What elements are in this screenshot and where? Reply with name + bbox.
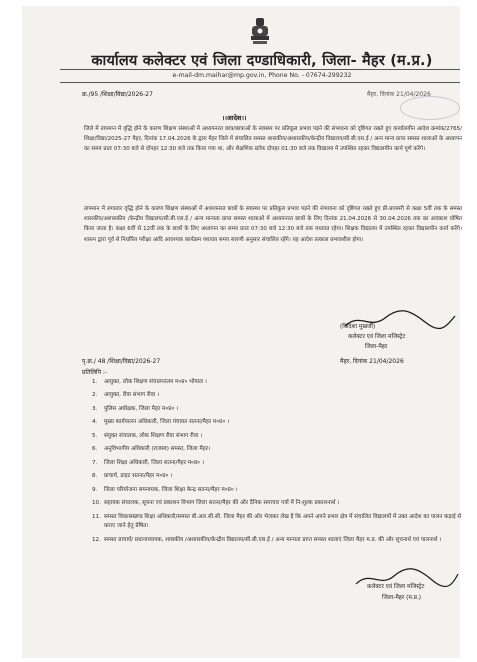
endorsement-date: मैहर, दिनांक 21/04/2026: [340, 358, 404, 365]
list-item: 3. पुलिस अधीक्षक, जिला मैहर म०प्र० ।: [92, 405, 179, 412]
list-item: 7. जिला शिक्षा अधिकारी, जिला सतना/मैहर म०प्र० ।: [92, 459, 204, 466]
state-emblem-icon: [247, 16, 273, 48]
signatory-title: कलेक्टर एवं जिला मजिस्ट्रेट: [348, 334, 406, 340]
list-item: 5. संयुक्त संचालक, लोक शिक्षण रीवा संभाग रीवा ।: [92, 432, 203, 439]
list-item: 11. समस्त विकासखण्ड शिक्षा अधिकारी/समस्त बी.आर.सी.सी. जिला मैहर की ओर भेजकर लेख है कि अपने अपने प्रभार क्षेत्र में संचालित विद्यालयों में उक्त आदेश का पालन कड़ाई से कराए जाने हेतु प्रेषित।: [92, 513, 462, 530]
order-reference-number: क्र./95 /शिक्षा/विद्या/2026-27: [82, 91, 153, 98]
contact-divider: [60, 82, 460, 83]
document-page: [22, 6, 460, 658]
order-heading: ।।आदेश।।: [222, 114, 247, 122]
list-item: 8. प्राचार्य, डाइट सतना/मैहर म०प्र० ।: [92, 473, 173, 480]
list-item: 4. मुख्य कार्यपालन अधिकारी, जिला पंचायत सतना/मैहर म०प्र० ।: [92, 419, 230, 426]
list-item: 2. आयुक्त, रीवा संभाग रीवा ।: [92, 392, 160, 399]
list-item: 1. आयुक्त, लोक शिक्षण संचालनालय म०प्र० भोपाल ।: [92, 379, 207, 385]
copy-to-label: प्रतिलिपि :-: [82, 369, 108, 376]
office-contact: e-mail-dm.maihar@mp.gov.in, Phone No. - 07674-299232: [172, 72, 352, 79]
order-paragraph-1: जिले में तापमान में वृद्धि होने के कारण शिक्षण संस्थाओं में अध्ययनरत छात्र/छात्राओं के स्वास्थ्य पर प्रतिकूल प्रभाव पड़ने की संभावना को दृष्टिगत रखते हुए कार्यालयीन आदेश क्रमांक/2765/शिक्षा/विद्या/2025-27 मैहर, दिनांक 17.04.2026 के द्वारा मैहर जिले में संचालित समस्त शासकीय/अशासकीय/केन्द्रीय विद्यालय/सी.बी.एस.ई / अन्य मान्य प्राप्त समस्त शालाओं के अध्यापन का समय प्रातः 07:30 बजे से दोपहर 12:30 बजे तक किया गया था, और शैक्षणिक स्टॉफ दोपहर 01:30 बजे तक विद्यालय में उपस्थित रहकर विद्यालयीन कार्य पूर्ण करेंगे।: [84, 126, 462, 153]
list-item: 12. समस्त प्राचार्य/ प्रधानाध्यापक, शासकीय /अशासकीय/केन्द्रीय विद्यालय/सी.बी.एस.ई / अन्य मान्यता प्राप्त समस्त शालाएं जिला मैहर म.प्र. की ओर सूचनार्थ एवं पालनार्थ ।: [92, 536, 442, 543]
order-paragraph-2: तापमान में लगातार वृद्धि होने के कारण शिक्षण संस्थाओं में अध्ययनरत छात्रों के स्वास्थ्य पर प्रतिकूल प्रभाव पड़ने की संभावना को दृष्टिगत रखते हुए प्री-प्रायमरी से कक्षा 5वीं तक के समस्त शासकीय/अशासकीय /केन्द्रीय विद्यालय/सी.बी.एस.ई / अन्य मान्यता प्राप्त समस्त शालाओं में अध्ययनरत छात्रों के लिए दिनांक 21.04.2026 से 30.04.2026 तक का अवकाश घोषित किया जाता है। कक्षा 6वीं से 12वीं तक के छात्रों के लिए अध्यापन का समय प्रातः 07:30 बजे 12:30 बजे तक यथावत रहेगा। शिक्षक विद्यालय में उपस्थित रहकर विद्यालयीन कार्य करेंगे। शासन द्वारा पूर्व से निर्धारित परीक्षा आदि आवश्यक कार्यक्रम यथावत समय सारणी अनुसार संचालित रहेंगे। यह आदेश तत्काल प्रभावशील होगा।: [84, 206, 462, 243]
header-divider: [60, 69, 460, 70]
signatory-district: जिला-मैहर: [365, 344, 388, 350]
endorsement-reference-number: पृ.क्र./ 48 /शिक्षा/विद्या/2026-27: [82, 358, 161, 365]
endorsement-signatory-title: कलेक्टर एवं जिला मजिस्ट्रेट: [367, 584, 425, 590]
list-item: 6. अनुविभागीय अधिकारी (राजस्व) समस्त, जिला मैहर।: [92, 446, 211, 453]
office-title: कार्यालय कलेक्टर एवं जिला दण्डाधिकारी, जिला- मैहर (म.प्र.): [91, 53, 433, 69]
signatory-name: (विदिशा मुखर्जी): [340, 324, 376, 330]
endorsement-signatory-district: जिला-मैहर (म.प्र.): [382, 595, 422, 601]
order-date: मैहर, दिनांक 21/04/2026: [367, 91, 431, 98]
list-item: 10. सहायक संचालक, सूचना एवं प्रकाशन विभाग जिला सतना/मैहर की ओर दैनिक समाचार पत्रों में नि:शुल्क प्रकाशनार्थ ।: [92, 500, 340, 507]
copy-recipient-list: [92, 378, 464, 549]
list-item: 9. जिला परियोजना समन्वयक, जिला शिक्षा केन्द्र सतना/मैहर म०प्र० ।: [92, 486, 238, 493]
faint-stamp: [400, 96, 460, 120]
